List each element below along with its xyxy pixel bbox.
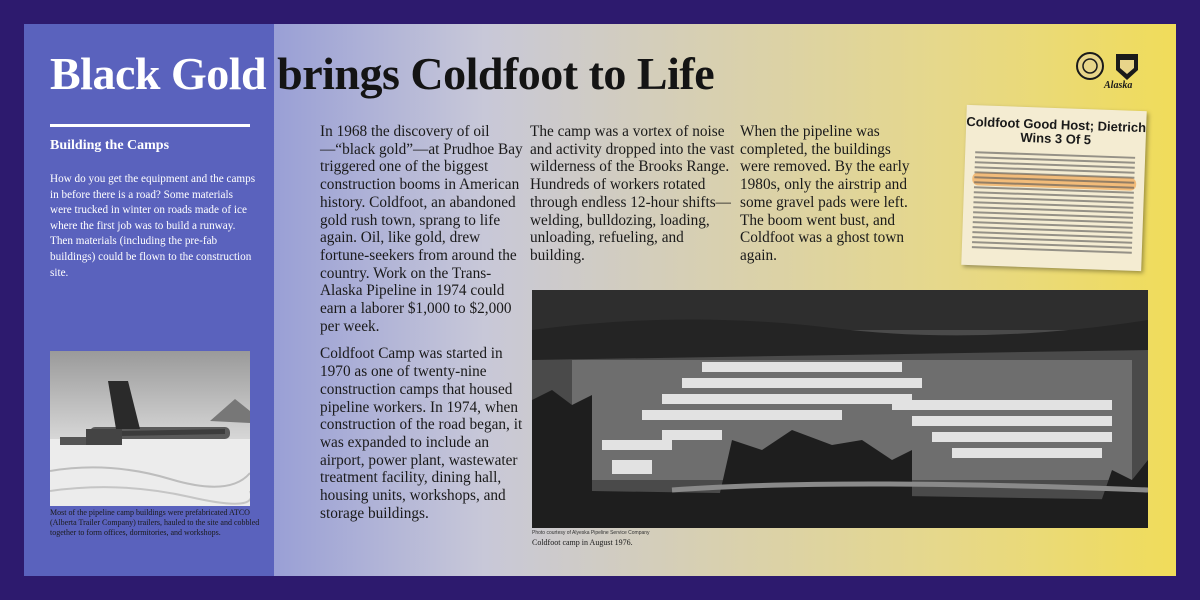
newspaper-clipping	[961, 105, 1146, 271]
title-part-1: Black Gold	[50, 48, 267, 99]
camp-aerial-photo-image	[532, 290, 1148, 528]
text-column-3	[740, 123, 920, 275]
clipping-body-text	[972, 151, 1135, 257]
sidebar-heading: Building the Camps	[50, 138, 170, 153]
camp-aerial-photo	[532, 290, 1148, 528]
photo-credit: Photo courtesy of Alyeska Pipeline Service Company	[532, 530, 650, 536]
logo-region-label: Alaska	[1104, 80, 1133, 91]
sidebar-body: How do you get the equipment and the camps in before there is a road? Some materials were trucked in winter on roads made of ice where the first job was to build a runway. Then materials (including the pre-fab buildings) could be flown to the construction site.	[50, 173, 256, 279]
airplane-photo-caption: Most of the pipeline camp buildings were prefabricated ATCO (Alberta Trailer Company) trailers, hauled to the site and cobbled together to form offices, dormitories, and workshops.	[50, 508, 260, 537]
airplane-photo	[50, 351, 250, 506]
camp-photo-caption: Coldfoot camp in August 1976.	[532, 538, 633, 547]
clipping-headline: Coldfoot Good Host; Dietrich Wins 3 Of 5	[966, 113, 1147, 148]
page-title	[50, 48, 714, 100]
agency-seal-icons	[1076, 52, 1150, 82]
text-column-2	[530, 123, 740, 275]
text-column-1	[320, 123, 528, 532]
col1-paragraph-2: Coldfoot Camp was started in 1970 as one of twenty-nine construction camps that housed pipeline workers. In 1974, when construction of the road began, it was expanded to include an airport, power plant, wastewater treatment facility, dining hall, housing units, workshops, and storage buildings.	[320, 345, 523, 522]
sidebar-divider	[50, 124, 250, 127]
airplane-photo-image	[50, 351, 250, 506]
col2-paragraph-1: The camp was a vortex of noise and activity dropped into the vast wilderness of the Brooks Range. Hundreds of workers rotated through endless 12-hour shifts—welding, bulldozing, loading, unloading, refueling, and building.	[530, 123, 735, 264]
sign-panel	[24, 24, 1176, 576]
title-part-2: brings Coldfoot to Life	[277, 48, 715, 99]
col1-paragraph-1: In 1968 the discovery of oil—“black gold”—at Prudhoe Bay triggered one of the biggest construction booms in American history. Coldfoot, an abandoned gold rush town, sprang to life again. Oil, like gold, drew fortune-seekers from around the country. Work on the Trans-Alaska Pipeline in 1974 could earn a laborer $1,000 to $2,000 per week.	[320, 123, 523, 335]
col3-paragraph-1: When the pipeline was completed, the buildings were removed. By the early 1980s, only the airstrip and some gravel pads were left. The boom went bust, and Coldfoot was a ghost town again.	[740, 123, 910, 264]
